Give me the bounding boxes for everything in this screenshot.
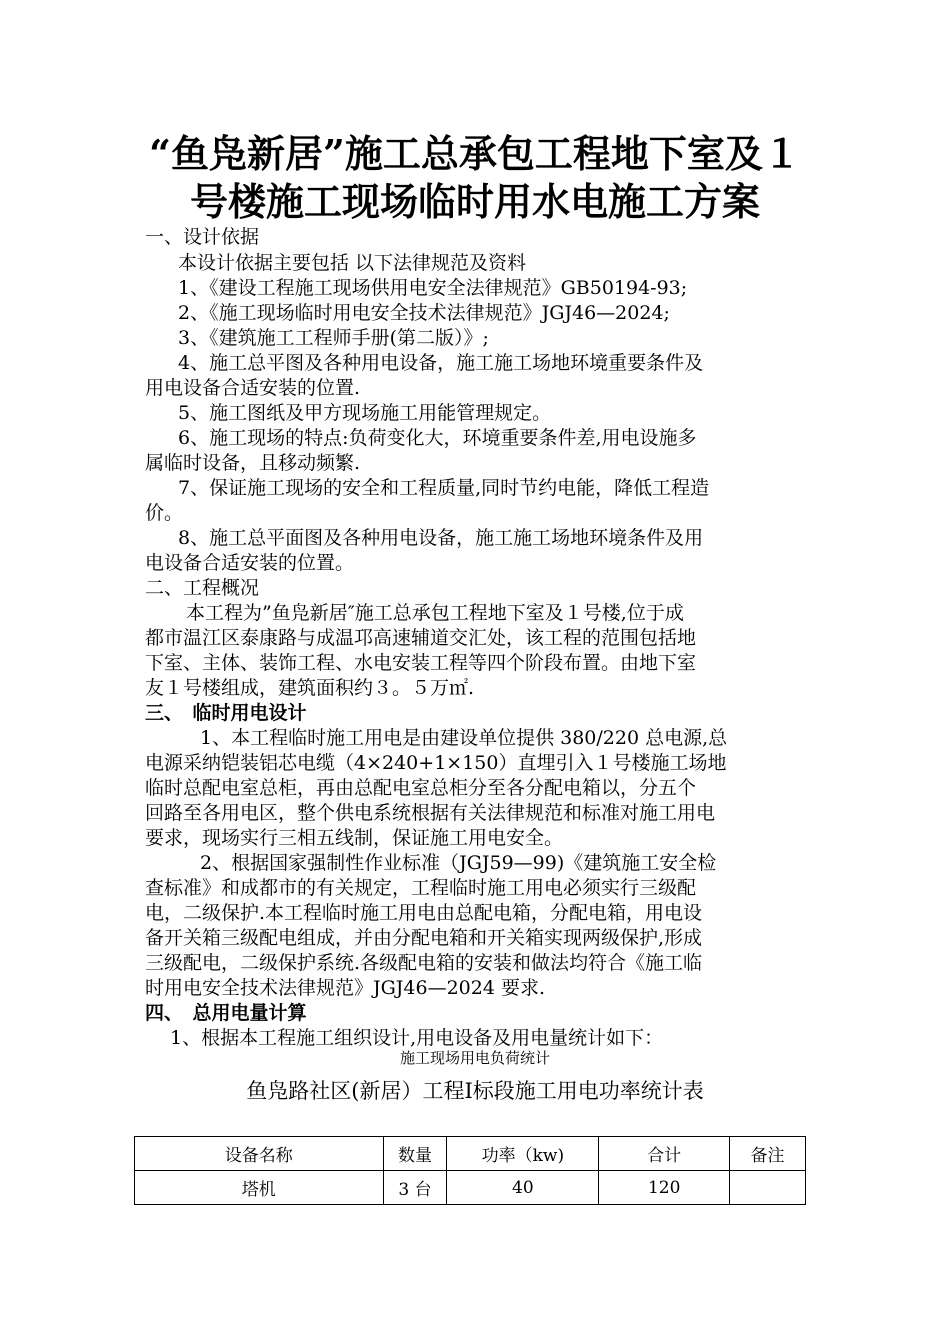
document-title-line-1: “鱼凫新居”施工总承包工程地下室及１: [149, 131, 801, 176]
section-heading-project-overview: 二、工程概况: [145, 577, 260, 599]
table-cell: 40: [447, 1171, 599, 1205]
document-title-line-2: 号楼施工现场临时用水电施工方案: [189, 179, 760, 224]
list-item: 5、施工图纸及甲方现场施工用能管理规定。: [178, 402, 552, 424]
table-cell: 3 台: [383, 1171, 447, 1205]
list-item-continued: 属临时设备，且移动频繁.: [145, 452, 361, 474]
paragraph-line: 电，二级保护.本工程临时施工用电由总配电箱，分配电箱，用电设: [145, 902, 703, 924]
paragraph-line: 1、本工程临时施工用电是由建设单位提供 380/220 总电源,总: [200, 727, 728, 749]
paragraph-line: 友１号楼组成，建筑面积约３。５万㎡.: [145, 677, 475, 699]
list-item: 3、《建筑施工工程师手册(第二版）》;: [178, 327, 489, 349]
list-item: 4、施工总平图及各种用电设备，施工施工场地环境重要条件及: [178, 352, 704, 374]
column-header-power: 功率（kw): [447, 1137, 599, 1171]
paragraph-line: 下室、主体、装饰工程、水电安装工程等四个阶段布置。由地下室: [145, 652, 697, 674]
table-caption: 鱼凫路社区(新居）工程Ⅰ标段施工用电功率统计表: [246, 1079, 704, 1103]
section-heading-design-basis: 一、设计依据: [145, 226, 260, 248]
table-header-row: [135, 1137, 806, 1171]
paragraph-line: 三级配电，二级保护系统.各级配电箱的安装和做法均符合《施工临: [145, 952, 703, 974]
paragraph-line: 2、根据国家强制性作业标准（JGJ59—99)《建筑施工安全检: [200, 852, 717, 874]
section-heading-load-calculation: 四、 总用电量计算: [145, 1002, 307, 1024]
table-cell: 120: [599, 1171, 730, 1205]
paragraph-line: 都市温江区泰康路与成温邛高速辅道交汇处，该工程的范围包括地: [145, 627, 697, 649]
list-item-continued: 电设备合适安装的位置。: [145, 552, 355, 574]
paragraph-line: 回路至各用电区，整个供电系统根据有关法律规范和标准对施工用电: [145, 802, 716, 824]
section-heading-temporary-power: 三、 临时用电设计: [145, 702, 307, 724]
paragraph-line: 查标准》和成都市的有关规定，工程临时施工用电必须实行三级配: [145, 877, 697, 899]
table-cell: [730, 1171, 806, 1205]
list-item: 7、保证施工现场的安全和工程质量,同时节约电能，降低工程造: [178, 477, 710, 499]
paragraph-line: 本工程为”鱼凫新居″施工总承包工程地下室及１号楼,位于成: [186, 602, 684, 624]
paragraph-line: 临时总配电室总柜，再由总配电室总柜分至各分配电箱以，分五个: [145, 777, 697, 799]
list-item: 1、《建设工程施工现场供用电安全法律规范》GB50194-93;: [178, 277, 688, 299]
column-header-total: 合计: [599, 1137, 730, 1171]
table-cell: 塔机: [135, 1171, 384, 1205]
column-header-device-name: 设备名称: [135, 1137, 384, 1171]
paragraph-line: 备开关箱三级配电组成，并由分配电箱和开关箱实现两级保护,形成: [145, 927, 703, 949]
list-item: 6、施工现场的特点:负荷变化大，环境重要条件差,用电设施多: [178, 427, 697, 449]
column-header-remarks: 备注: [730, 1137, 806, 1171]
power-statistics-table: [134, 1136, 806, 1205]
table-row: [135, 1171, 806, 1205]
paragraph-line: 1、根据本工程施工组织设计,用电设备及用电量统计如下：: [170, 1027, 664, 1049]
paragraph-line: 时用电安全技术法律规范》JGJ46—2024 要求.: [145, 977, 546, 999]
list-item-continued: 价。: [145, 502, 184, 524]
column-header-quantity: 数量: [383, 1137, 447, 1171]
paragraph-line: 电源采纳铠装铝芯电缆（4×240+1×150）直埋引入１号楼施工场地: [145, 752, 727, 774]
paragraph-line: 要求，现场实行三相五线制，保证施工用电安全。: [145, 827, 564, 849]
paragraph-line: 本设计依据主要包括 以下法律规范及资料: [178, 252, 527, 274]
list-item: 8、施工总平面图及各种用电设备，施工施工场地环境条件及用: [178, 527, 704, 549]
list-item: 2、《施工现场临时用电安全技术法律规范》JGJ46—2024;: [178, 302, 670, 324]
list-item-continued: 用电设备合适安装的位置.: [145, 377, 361, 399]
table-caption-small: 施工现场用电负荷统计: [399, 1049, 550, 1067]
